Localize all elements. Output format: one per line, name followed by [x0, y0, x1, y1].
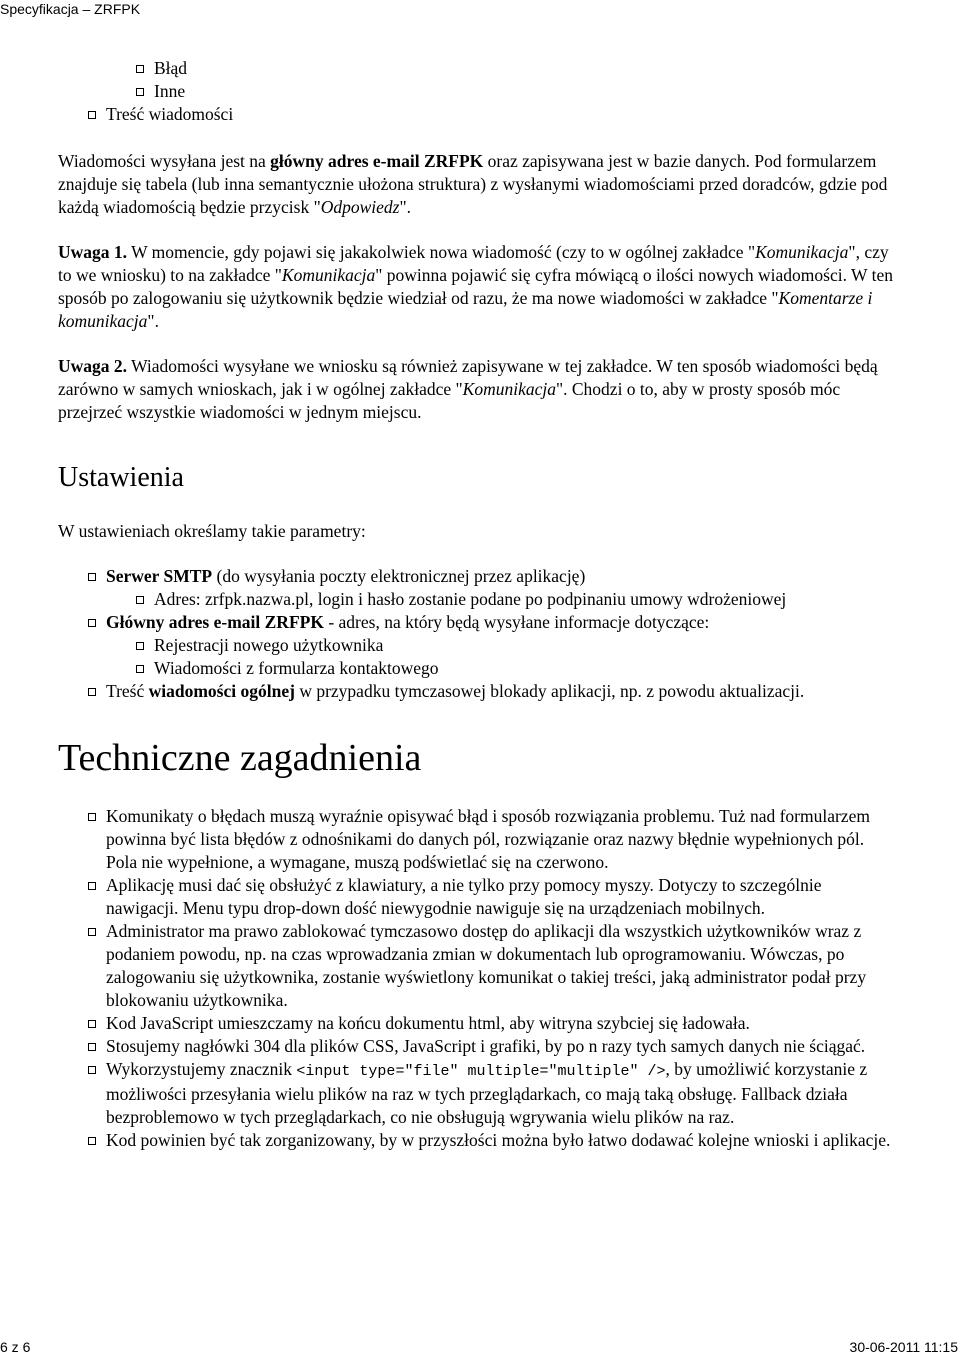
- list-item: Treść wiadomości: [106, 103, 898, 126]
- list-item: Aplikację musi dać się obsłużyć z klawiatury, a nie tylko przy pomocy myszy. Dotyczy to szczególnie nawigacji. Menu typu drop-down dość niewygodnie nawiguje się na urządzeniach mobilnych.: [106, 874, 898, 920]
- list-item-general-message: Treść wiadomości ogólnej w przypadku tymczasowej blokady aplikacji, np. z powodu aktualizacji.: [106, 680, 898, 703]
- list-item: Kod powinien być tak zorganizowany, by w przyszłości można było łatwo dodawać kolejne wnioski i aplikacje.: [106, 1129, 898, 1152]
- list-item: Rejestracji nowego użytkownika: [154, 634, 898, 657]
- message-type-sublist: [58, 57, 898, 103]
- print-header-title: Specyfikacja – ZRFPK: [0, 1, 141, 17]
- note-label: Uwaga 1.: [58, 242, 128, 262]
- list-item: Kod JavaScript umieszczamy na końcu dokumentu html, aby witryna szybciej się ładowała.: [106, 1012, 898, 1035]
- note-label: Uwaga 2.: [58, 356, 128, 376]
- list-item: Administrator ma prawo zablokować tymczasowo dostęp do aplikacji dla wszystkich użytkowników wraz z podaniem powodu, np. na czas wprowadzania zmian w dokumentach lub oprogramowaniu. Wówczas, po zalogowaniu się użytkownika, zostanie wyświetlony komunikat o takiej treści, jaką administrator podał przy blokowaniu użytkownika.: [106, 920, 898, 1012]
- list-item: Adres: zrfpk.nazwa.pl, login i hasło zostanie podane po podpinaniu umowy wdrożeniowej: [154, 588, 898, 611]
- settings-intro: W ustawieniach określamy takie parametry:: [58, 521, 366, 541]
- section-heading-technical: Techniczne zagadnienia: [58, 737, 422, 779]
- list-item: Błąd: [154, 57, 898, 80]
- email-sublist: [106, 634, 898, 680]
- code-snippet: <input type="file" multiple="multiple" />: [296, 1063, 666, 1080]
- list-item-main-email: Główny adres e-mail ZRFPK - adres, na który będą wysyłane informacje dotyczące: Rejestracji nowego użytkownika Wiadomości z formularza kontaktowego: [106, 611, 898, 680]
- list-item: Komunikaty o błędach muszą wyraźnie opisywać błąd i sposób rozwiązania problemu. Tuż nad formularzem powinna być lista błędów z odnośnikami do danych pól, rozwiązanie oraz nazwy błędnie wypełnionych pól. Pola nie wypełnione, a wymagane, muszą podświetlać się na czerwono.: [106, 805, 898, 874]
- note-2: Uwaga 2. Wiadomości wysyłane we wniosku są również zapisywane w tej zakładce. W ten sposób wiadomości będą zarówno w samych wnioskach, jak i w ogólnej zakładce "Komunikacja". Chodzi o to, aby w prosty sposób móc przejrzeć wszystkie wiadomości w jednym miejscu.: [58, 356, 878, 422]
- print-footer-datetime: 30-06-2011 11:15: [849, 1339, 958, 1355]
- print-footer-page: 6 z 6: [0, 1339, 31, 1355]
- list-item-smtp: Serwer SMTP (do wysyłania poczty elektronicznej przez aplikację) Adres: zrfpk.nazwa.pl, login i hasło zostanie podane po podpinaniu umowy wdrożeniowej: [106, 565, 898, 611]
- message-fields-list: [58, 103, 898, 126]
- list-item: Inne: [154, 80, 898, 103]
- settings-list: [58, 565, 898, 703]
- list-item: Wiadomości z formularza kontaktowego: [154, 657, 898, 680]
- section-heading-settings: Ustawienia: [58, 462, 184, 493]
- note-1: Uwaga 1. W momencie, gdy pojawi się jakakolwiek nowa wiadomość (czy to w ogólnej zakładce "Komunikacja", czy to we wniosku) to na zakładce "Komunikacja" powinna pojawić się cyfra mówiącą o ilości nowych wiadomości. W ten sposób po zalogowaniu się użytkownik będzie wiedział od razu, że ma nowe wiadomości w zakładce "Komentarze i komunikacja".: [58, 242, 893, 331]
- smtp-sublist: [106, 588, 898, 611]
- paragraph-message-storage: Wiadomości wysyłana jest na główny adres e-mail ZRFPK oraz zapisywana jest w bazie danych. Pod formularzem znajduje się tabela (lub inna semantycznie ułożona struktura) z wysłanymi wiadomościami przed doradców, gdzie pod każdą wiadomością będzie przycisk "Odpowiedz".: [58, 151, 888, 217]
- list-item: Stosujemy nagłówki 304 dla plików CSS, JavaScript i grafiki, by po n razy tych samych danych nie ściągać.: [106, 1035, 898, 1058]
- document-content: [58, 57, 898, 1152]
- list-item-file-input: Wykorzystujemy znacznik <input type="file" multiple="multiple" />, by umożliwić korzystanie z możliwości przesyłania wielu plików na raz w tych przeglądarkach, co mają taką obsługę. Fallback działa bezproblemowo w tych przeglądarkach, co nie obsługują wgrywania wielu plików na raz.: [106, 1058, 898, 1129]
- technical-list: [58, 805, 898, 1152]
